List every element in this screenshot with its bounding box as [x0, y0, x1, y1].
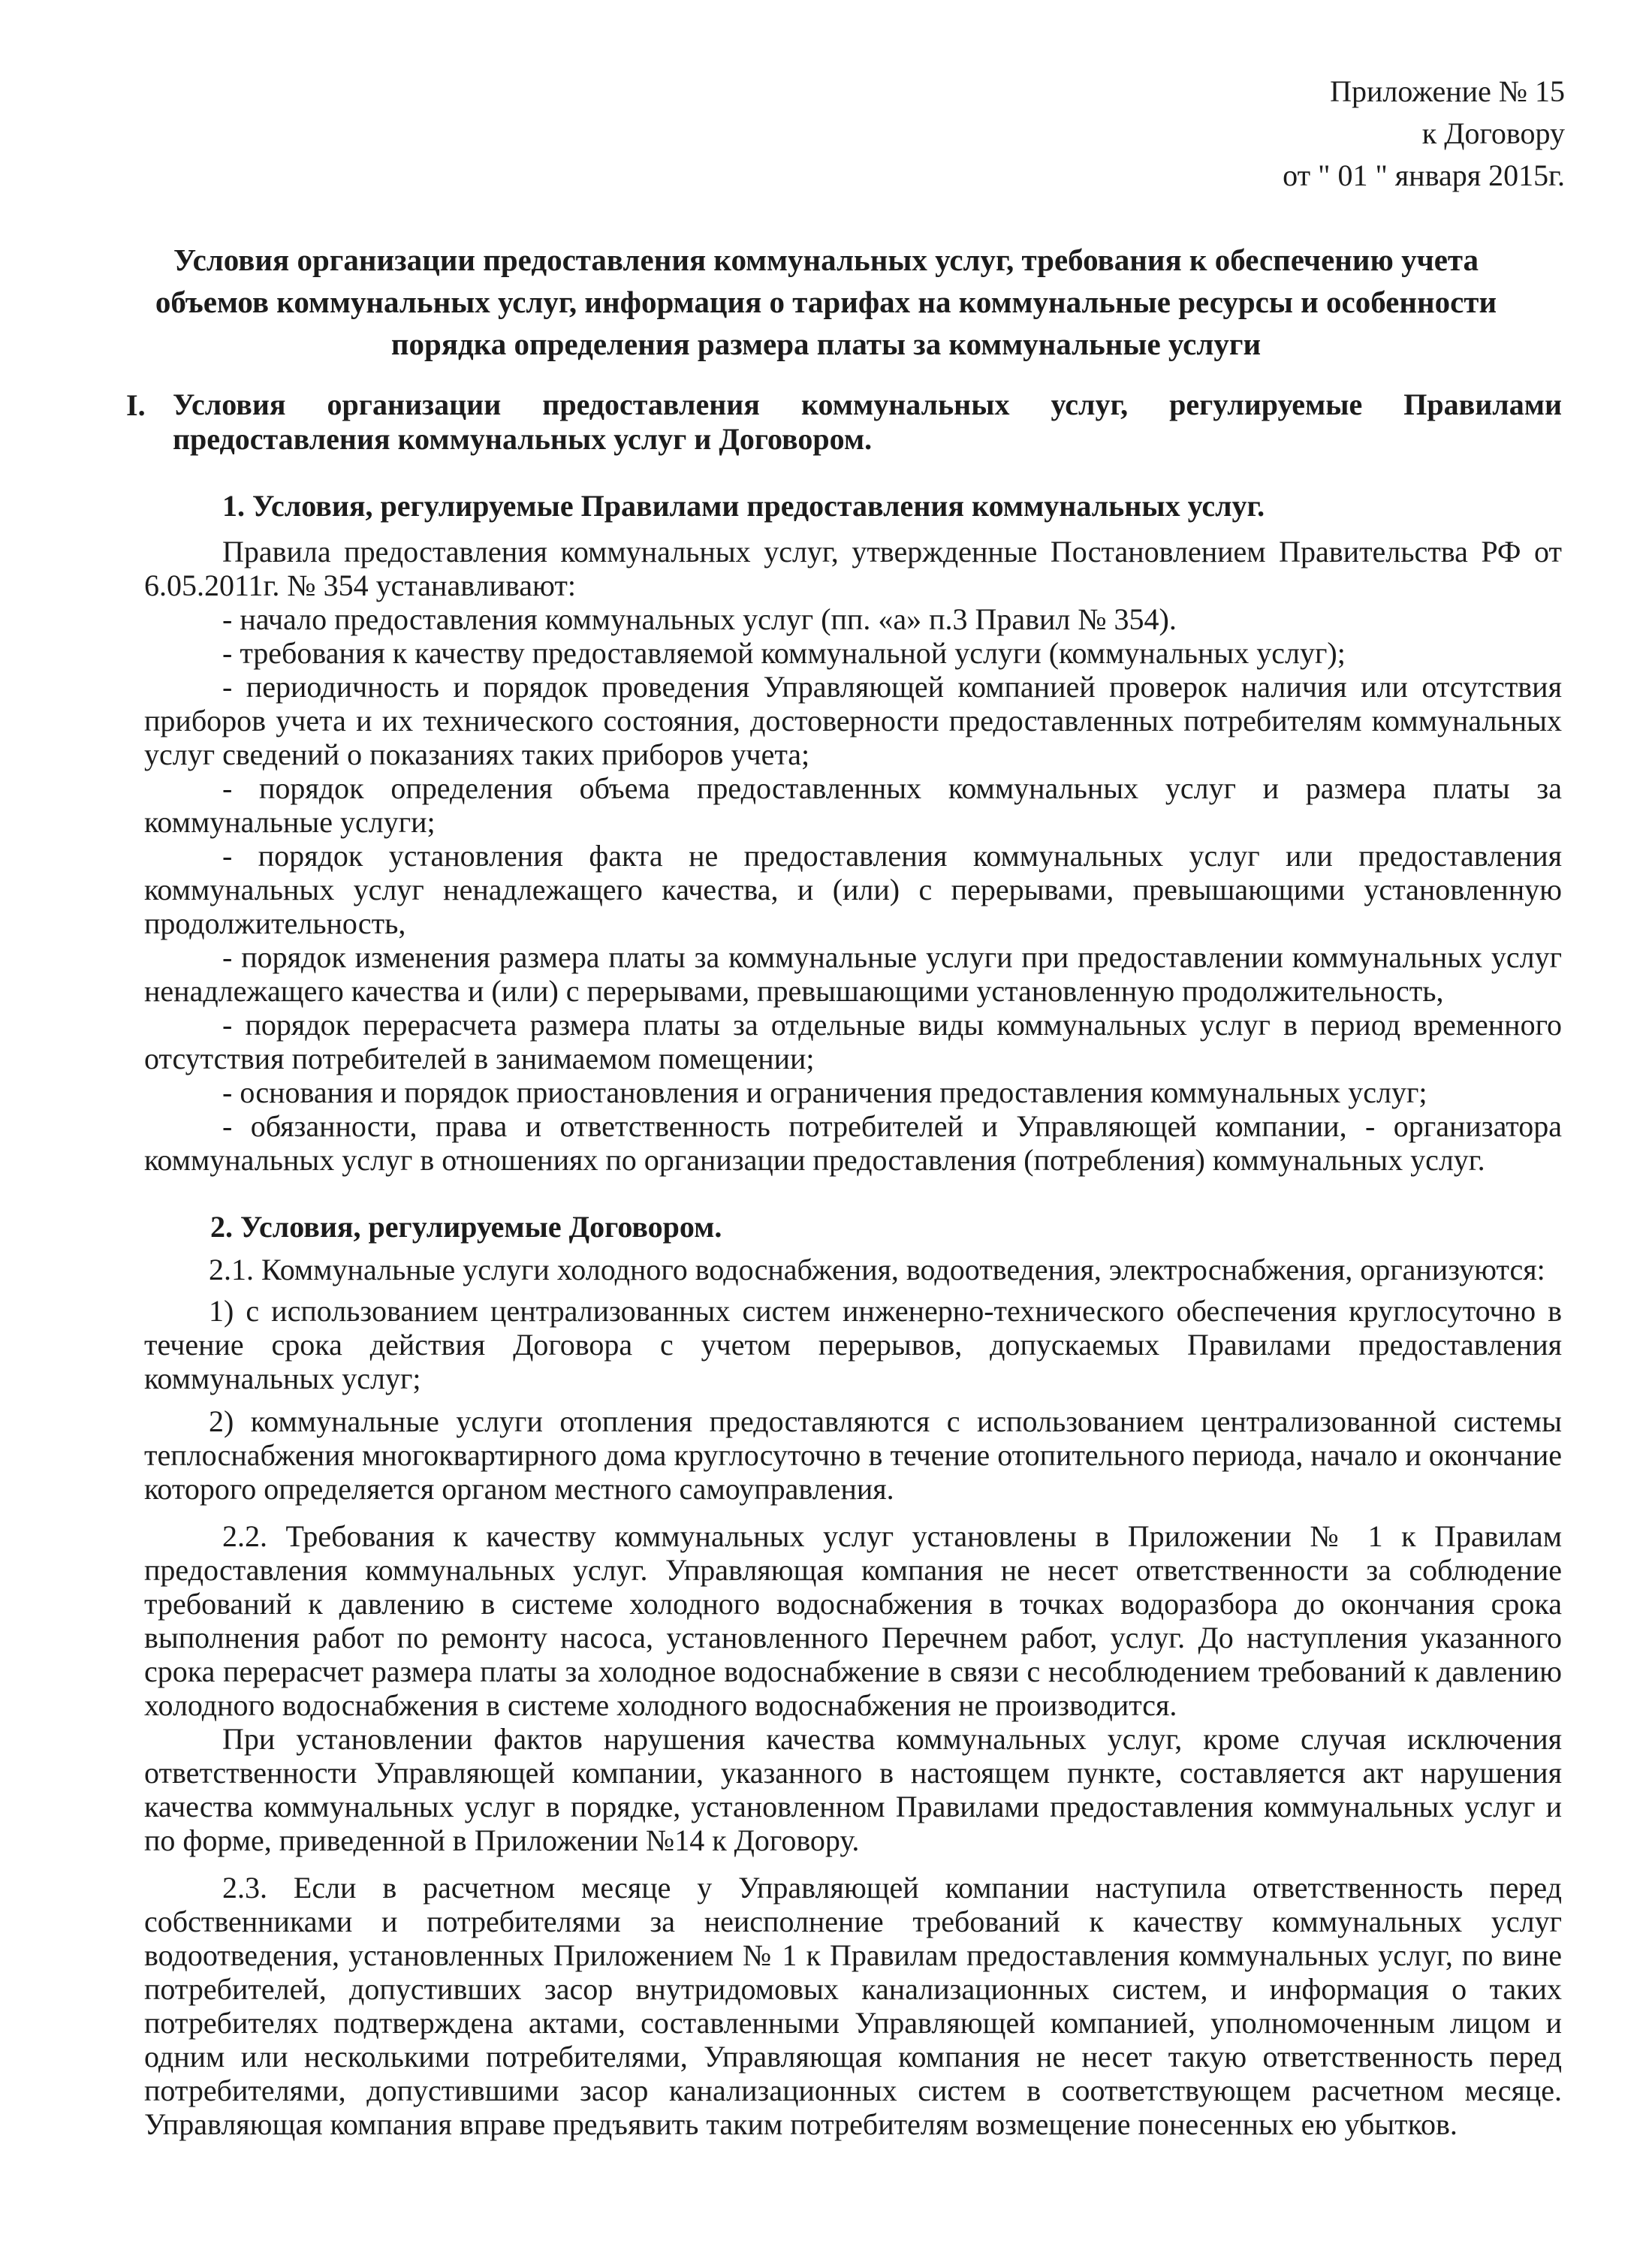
list-item: - основания и порядок приостановления и ограничения предоставления коммунальных услуг;	[222, 1075, 1427, 1109]
list-item: - порядок определения объема предоставленных коммунальных услуг и размера платы за коммунальные услуги;	[144, 771, 1562, 839]
contract-reference: к Договору	[1421, 116, 1565, 150]
list-item: - требования к качеству предоставляемой коммунальной услуги (коммунальных услуг);	[222, 636, 1346, 670]
appendix-header	[1283, 71, 1565, 197]
clause-2-2: 2.2. Требования к качеству коммунальных услуг установлены в Приложении № 1 к Правилам предоставления коммунальных услуг. Управляющая компания не несет ответственности за соблюдение требований к давлению в системе холодного водоснабжения в точках водоразбора до окончания срока выполнения работ по ремонту насоса, установленного Перечнем работ, услуг. До наступления указанного срока перерасчет размера платы за холодное водоснабжение в связи с несоблюдением требований к давлению холодного водоснабжения в системе холодного водоснабжения не производится.	[144, 1519, 1562, 1722]
list-item: - периодичность и порядок проведения Управляющей компанией проверок наличия или отсутствия приборов учета и их технического состояния, достоверности предоставленных потребителям коммунальных услуг сведений о показаниях таких приборов учета;	[144, 670, 1562, 771]
clause-2-1-item-2: 2) коммунальные услуги отопления предоставляются с использованием централизованной системы теплоснабжения многоквартирного дома круглосуточно в течение отопительного периода, начало и окончание которого определяется органом местного самоуправления.	[144, 1404, 1562, 1506]
list-item: - порядок изменения размера платы за коммунальные услуги при предоставлении коммунальных услуг ненадлежащего качества и (или) с перерывами, превышающими установленную продолжительность,	[144, 940, 1562, 1008]
subsection-2-body	[144, 1253, 1562, 2141]
section-heading: Условия организации предоставления коммунальных услуг, регулируемые Правилами предоставления коммунальных услуг и Договором.	[173, 388, 1562, 456]
subsection-2-heading: 2. Условия, регулируемые Договором.	[210, 1210, 722, 1244]
document-title: Условия организации предоставления коммунальных услуг, требования к обеспечению учета объемов коммунальных услуг, информация о тарифах на коммунальные ресурсы и особенности порядка определения размера платы за коммунальные услуги	[155, 243, 1497, 361]
list-item: - обязанности, права и ответственность потребителей и Управляющей компании, - организатора коммунальных услуг в отношениях по организации предоставления (потребления) коммунальных услуг.	[144, 1109, 1562, 1177]
clause-2-2-continuation: При установлении фактов нарушения качества коммунальных услуг, кроме случая исключения ответственности Управляющей компании, указанного в настоящем пункте, составляется акт нарушения качества коммунальных услуг в порядке, установленном Правилами предоставления коммунальных услуг и по форме, приведенной в Приложении №14 к Договору.	[144, 1722, 1562, 1857]
intro-paragraph: Правила предоставления коммунальных услуг, утвержденные Постановлением Правительства РФ от 6.05.2011г. № 354 устанавливают:	[144, 535, 1562, 602]
list-item: - порядок перерасчета размера платы за отдельные виды коммунальных услуг в период временного отсутствия потребителей в занимаемом помещении;	[144, 1008, 1562, 1075]
list-item: - порядок установления факта не предоставления коммунальных услуг или предоставления коммунальных услуг ненадлежащего качества, и (или) с перерывами, превышающими установленную продолжительность,	[144, 839, 1562, 940]
clause-2-1-item-1: 1) с использованием централизованных систем инженерно-технического обеспечения круглосуточно в течение срока действия Договора с учетом перерывов, допускаемых Правилами предоставления коммунальных услуг;	[144, 1294, 1562, 1395]
list-item: - начало предоставления коммунальных услуг (пп. «а» п.3 Правил № 354).	[222, 602, 1177, 636]
clause-2-1: 2.1. Коммунальные услуги холодного водоснабжения, водоотведения, электроснабжения, организуются:	[209, 1253, 1545, 1286]
clause-2-3: 2.3. Если в расчетном месяце у Управляющей компании наступила ответственность перед собственниками и потребителями за неисполнение требований к качеству коммунальных услуг водоотведения, установленных Приложением № 1 к Правилам предоставления коммунальных услуг, по вине потребителей, допустивших засор внутридомовых канализационных систем, и информация о таких потребителях подтверждена актами, составленными Управляющей компанией, уполномоченным лицом и одним или несколькими потребителями, Управляющая компания не несет такую ответственность перед потребителями, допустившими засор канализационных систем в соответствующем расчетном месяце. Управляющая компания вправе предъявить таким потребителям возмещение понесенных ею убытков.	[144, 1871, 1562, 2141]
subsection-1-body	[144, 535, 1562, 1177]
section-number: I.	[126, 388, 146, 422]
subsection-1-heading: 1. Условия, регулируемые Правилами предоставления коммунальных услуг.	[222, 489, 1265, 523]
appendix-number: Приложение № 15	[1330, 74, 1565, 108]
contract-date: от " 01 " января 2015г.	[1283, 158, 1565, 192]
